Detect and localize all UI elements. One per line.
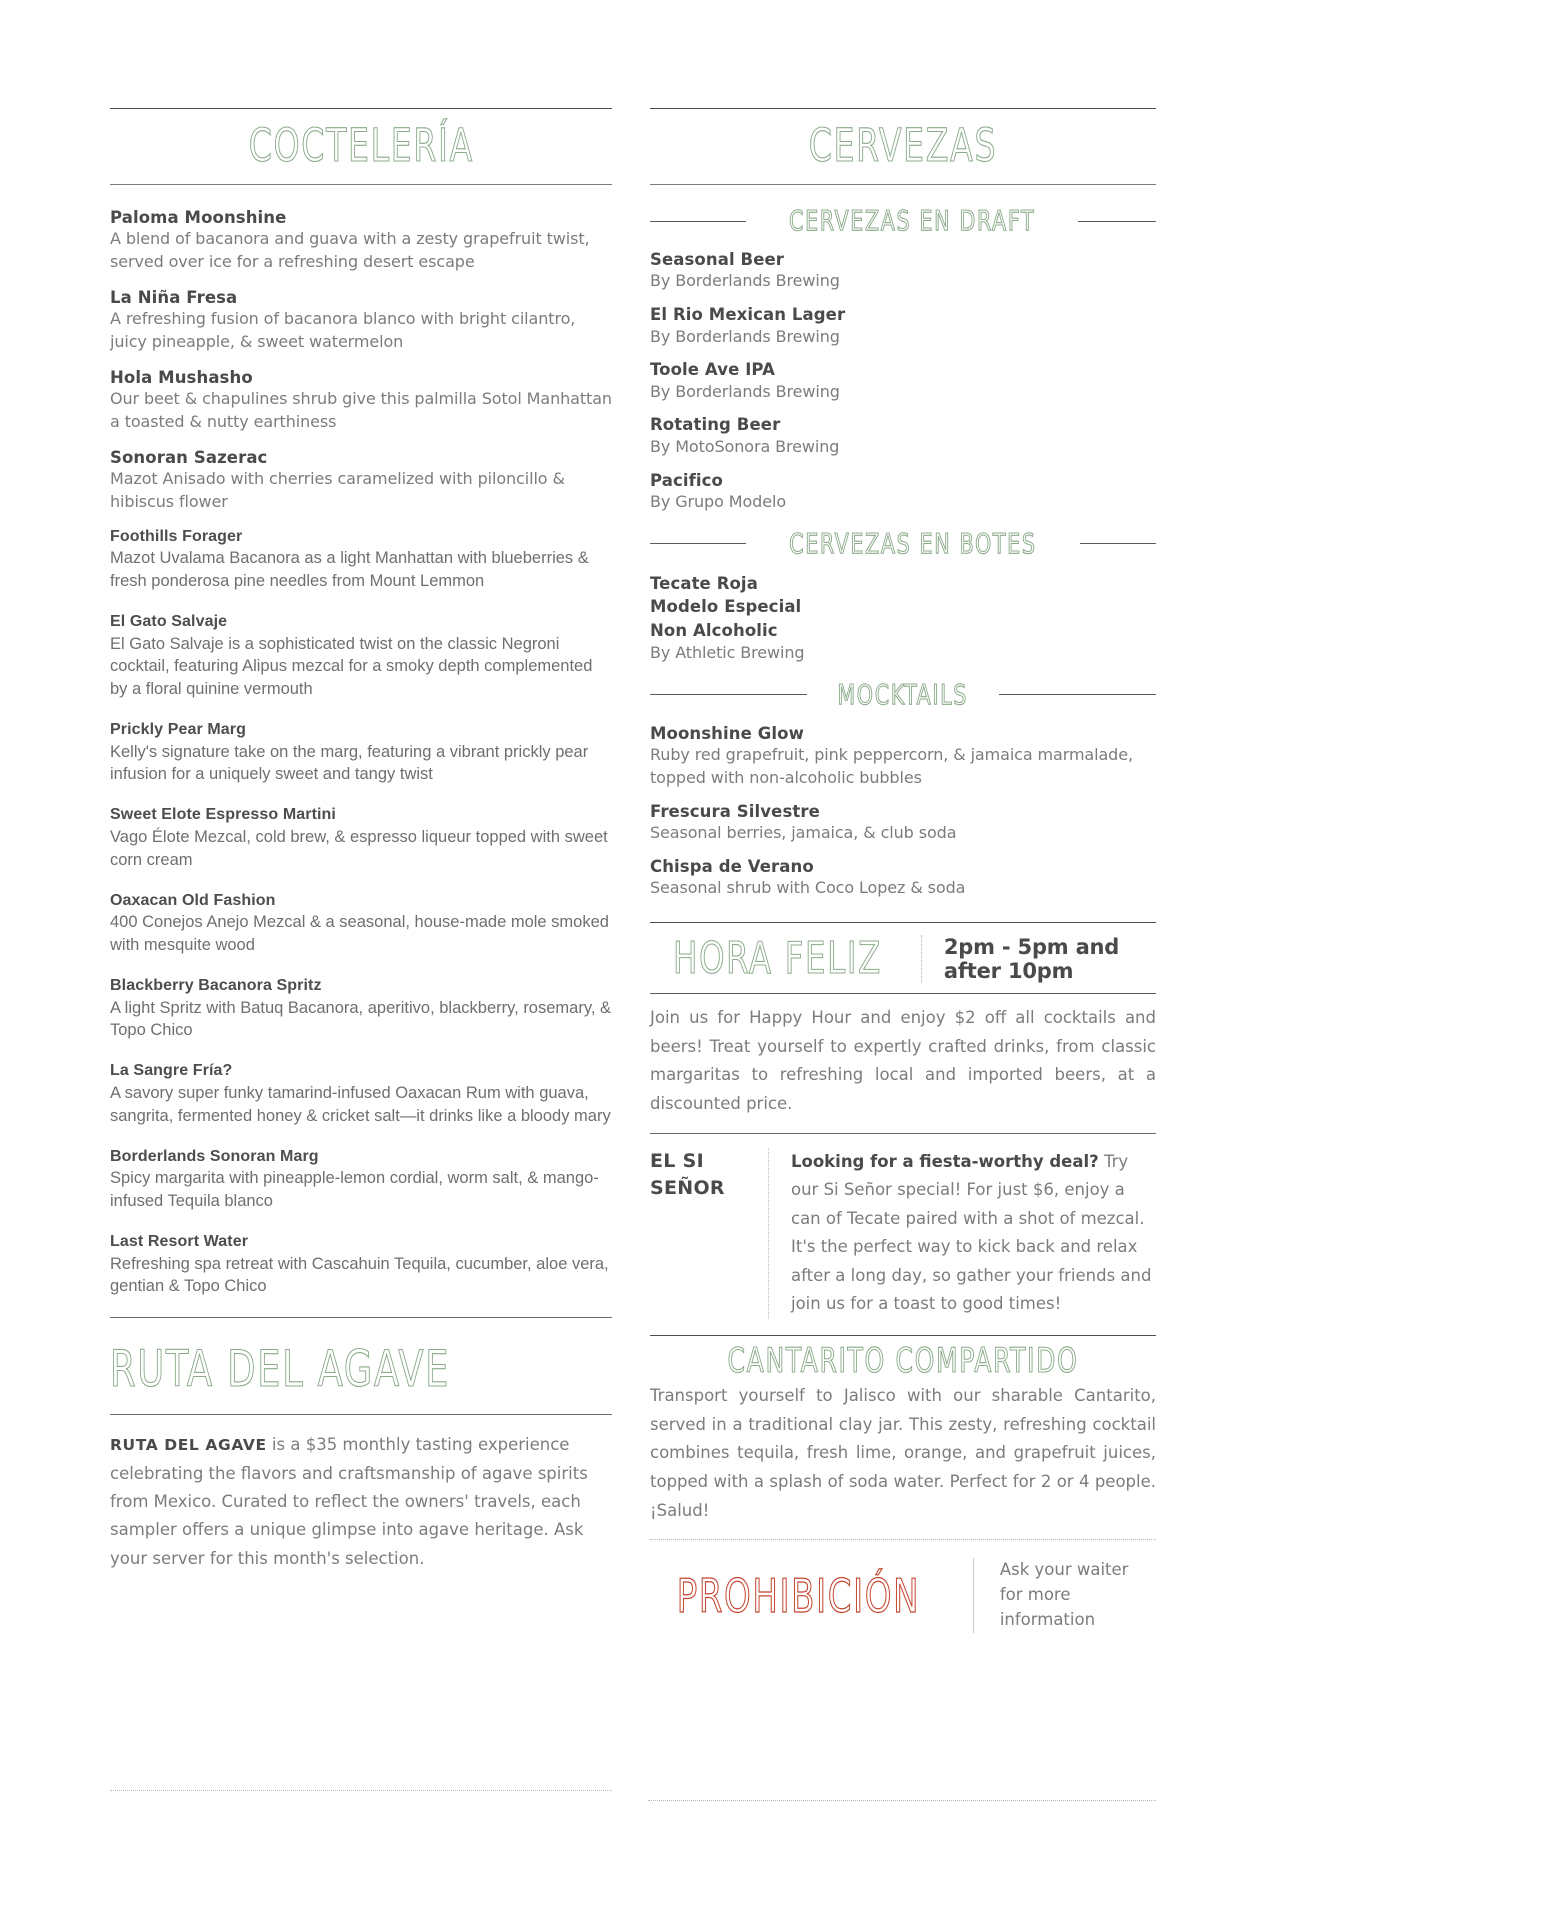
beer-name: Seasonal Beer xyxy=(650,250,785,269)
can-item xyxy=(650,595,1156,618)
cantarito-compartido-title: CANTARITO COMPARTIDO xyxy=(727,1340,1079,1381)
item-description: 400 Conejos Anejo Mezcal & a seasonal, house-made mole smoked with mesquite wood xyxy=(110,913,609,955)
mocktail-description: Seasonal berries, jamaica, & club soda xyxy=(650,823,957,843)
rule-right xyxy=(1078,221,1156,222)
menu-item xyxy=(110,891,612,957)
beer-name: Rotating Beer xyxy=(650,415,781,435)
item-name: Sonoran Sazerac xyxy=(110,447,268,467)
mocktail-item xyxy=(650,723,1156,790)
mocktail-item xyxy=(650,856,1156,900)
beer-brewery: By MotoSonora Brewing xyxy=(650,436,840,456)
cantarito-title-wrap xyxy=(650,1340,1156,1381)
rule-right xyxy=(999,694,1156,695)
ruta-del-agave-section xyxy=(110,1317,612,1573)
beer-brewery: By Grupo Modelo xyxy=(650,492,787,512)
item-description: Vago Élote Mezcal, cold brew, & espresso liqueur topped with sweet corn cream xyxy=(110,828,608,869)
item-name: Blackberry Bacanora Spritz xyxy=(110,976,322,994)
mocktail-description: Ruby red grapefruit, pink peppercorn, & jamaica marmalade, topped with non-alcoholic bubbles xyxy=(650,745,1133,787)
footer-dotted-rule xyxy=(648,1800,1156,1801)
cocktail-list-primary xyxy=(110,207,612,514)
mocktails-title: MOCKTAILS xyxy=(837,677,969,711)
item-name: El Gato Salvaje xyxy=(110,612,228,630)
item-name: Borderlands Sonoran Marg xyxy=(110,1147,319,1165)
menu-item xyxy=(110,287,612,354)
ruta-del-agave-title: RUTA DEL AGAVE xyxy=(110,1340,451,1399)
hora-feliz-section xyxy=(650,922,1156,1119)
ruta-lead: RUTA DEL AGAVE xyxy=(110,1436,267,1455)
item-name: Oaxacan Old Fashion xyxy=(110,891,276,909)
mocktail-item xyxy=(650,801,1156,845)
can-brewery: By Athletic Brewing xyxy=(650,643,805,663)
beer-item xyxy=(650,304,1156,348)
beer-item xyxy=(650,359,1156,403)
can-name: Tecate Roja xyxy=(650,573,758,593)
cocteleria-title: COCTELERÍA xyxy=(248,119,474,172)
cocktail-list-secondary xyxy=(110,527,612,1299)
item-description: Our beet & chapulines shrub give this palmilla Sotol Manhattan a toasted & nutty earthiness xyxy=(110,389,612,431)
vertical-dotted-divider xyxy=(768,1148,769,1319)
menu-item xyxy=(110,612,612,701)
menu-item xyxy=(110,207,612,274)
item-description: Spicy margarita with pineapple-lemon cordial, worm salt, & mango-infused Tequila blanco xyxy=(110,1169,599,1211)
beer-name: El Rio Mexican Lager xyxy=(650,305,846,325)
hora-feliz-header-row xyxy=(650,923,1156,994)
menu-item xyxy=(110,367,612,434)
can-item xyxy=(650,572,1156,595)
cocktails-column xyxy=(110,108,612,1633)
menu-item xyxy=(110,805,612,871)
menu-page xyxy=(110,108,1156,1633)
beer-brewery: By Borderlands Brewing xyxy=(650,381,840,401)
cervezas-en-botes-header xyxy=(650,526,1156,560)
rule-right xyxy=(1080,543,1156,544)
beer-name: Pacifico xyxy=(650,470,723,490)
item-description: A light Spritz with Batuq Bacanora, aperitivo, blackberry, rosemary, & Topo Chico xyxy=(110,998,612,1040)
draft-beer-list xyxy=(650,249,1156,514)
item-description: A blend of bacanora and guava with a zesty grapefruit twist, served over ice for a refreshing desert escape xyxy=(110,229,590,272)
item-name: Paloma Moonshine xyxy=(110,208,287,227)
cervezas-en-draft-title: CERVEZAS EN DRAFT xyxy=(789,204,1036,237)
can-name: Non Alcoholic xyxy=(650,620,778,640)
item-name: La Sangre Fría? xyxy=(110,1062,233,1080)
el-si-senor-body-text: Try our Si Señor special! For just $6, enjoy a can of Tecate paired with a shot of mezcal. It's the perfect way to kick back and relax after a long day, so gather your friends and join us for a toast to good times! xyxy=(791,1151,1152,1314)
item-name: Sweet Elote Espresso Martini xyxy=(110,806,336,824)
item-description: Kelly's signature take on the marg, featuring a vibrant prickly pear infusion for a uniquely sweet and tangy twist xyxy=(110,742,589,784)
prohibicion-logo xyxy=(650,1568,947,1623)
item-name: Foothills Forager xyxy=(110,527,243,545)
hora-feliz-description: Join us for Happy Hour and enjoy $2 off all cocktails and beers! Treat yourself to expertly crafted drinks, from classic margaritas to refreshing local and imported beers, at a discounted price. xyxy=(650,1007,1156,1114)
cantarito-section xyxy=(650,1335,1156,1526)
item-name: Hola Mushasho xyxy=(110,367,253,387)
menu-item xyxy=(110,976,612,1042)
footer-dotted-rule-left xyxy=(110,1790,612,1791)
cervezas-title: CERVEZAS xyxy=(808,119,998,172)
item-description: El Gato Salvaje is a sophisticated twist on the classic Negroni cocktail, featuring Alipus mezcal for a smoky depth complemented by a floral quinine vermouth xyxy=(110,634,593,699)
can-item xyxy=(650,619,1156,665)
cervezas-en-draft-header xyxy=(650,204,1156,237)
el-si-senor-lead: Looking for a fiesta-worthy deal? xyxy=(791,1151,1099,1171)
prohibicion-title: PROHIBICIÓN xyxy=(676,1568,921,1623)
item-name: La Niña Fresa xyxy=(110,287,238,307)
mocktails-header xyxy=(650,677,1156,711)
cervezas-column xyxy=(650,108,1156,1633)
rule-left xyxy=(650,221,746,222)
canned-beer-list xyxy=(650,572,1156,665)
ruta-title-wrap xyxy=(110,1340,612,1399)
prohibicion-note: Ask your waiter for more information xyxy=(999,1560,1129,1629)
cervezas-en-botes-title: CERVEZAS EN BOTES xyxy=(789,526,1037,560)
mocktail-name: Moonshine Glow xyxy=(650,723,804,743)
hora-feliz-time: 2pm - 5pm and after 10pm xyxy=(943,934,1120,983)
can-name: Modelo Especial xyxy=(650,597,802,617)
beer-name: Toole Ave IPA xyxy=(650,360,775,380)
menu-item xyxy=(110,527,612,593)
item-name: Prickly Pear Marg xyxy=(110,720,246,738)
item-description: A refreshing fusion of bacanora blanco with bright cilantro, juicy pineapple, & sweet watermelon xyxy=(110,309,576,352)
ruta-body-text: is a $35 monthly tasting experience celebrating the flavors and craftsmanship of agave spirits from Mexico. Curated to reflect the owners' travels, each sampler offers a unique glimpse into agave heritage. Ask your server for this month's selection. xyxy=(110,1435,588,1568)
ruta-description xyxy=(110,1431,612,1573)
hora-feliz-title: HORA FELIZ xyxy=(672,932,882,984)
cantarito-description: Transport yourself to Jalisco with our sharable Cantarito, served in a traditional clay jar. This zesty, refreshing cocktail combines tequila, fresh lime, orange, and grapefruit juices, topped with a splash of soda water. Perfect for 2 or 4 people. ¡Salud! xyxy=(650,1385,1156,1520)
el-si-senor-section xyxy=(650,1133,1156,1319)
menu-item xyxy=(110,1147,612,1213)
beer-item xyxy=(650,470,1156,514)
mocktail-name: Frescura Silvestre xyxy=(650,801,820,821)
vertical-divider xyxy=(973,1558,974,1632)
rule-left xyxy=(650,543,746,544)
beer-brewery: By Borderlands Brewing xyxy=(650,326,840,346)
menu-item xyxy=(110,720,612,786)
menu-item xyxy=(110,1061,612,1127)
mocktail-list xyxy=(650,723,1156,900)
rule-left xyxy=(650,694,807,695)
cervezas-section-header xyxy=(650,108,1156,185)
ruta-divider xyxy=(110,1414,612,1415)
prohibicion-section xyxy=(650,1539,1156,1632)
mocktail-name: Chispa de Verano xyxy=(650,856,814,876)
item-description: Mazot Uvalama Bacanora as a light Manhattan with blueberries & fresh ponderosa pine needles from Mount Lemmon xyxy=(110,549,589,591)
beer-item xyxy=(650,249,1156,293)
item-description: A savory super funky tamarind-infused Oaxacan Rum with guava, sangrita, fermented honey & cricket salt—it drinks like a bloody mary xyxy=(110,1084,611,1125)
beer-item xyxy=(650,414,1156,458)
cocteleria-section-header xyxy=(110,108,612,185)
item-description: Mazot Anisado with cherries caramelized with piloncillo & hibiscus flower xyxy=(110,469,565,511)
mocktail-description: Seasonal shrub with Coco Lopez & soda xyxy=(650,878,966,898)
vertical-dotted-divider xyxy=(921,935,922,983)
el-si-senor-description xyxy=(791,1148,1156,1319)
item-name: Last Resort Water xyxy=(110,1232,249,1250)
menu-item xyxy=(110,447,612,514)
item-description: Refreshing spa retreat with Cascahuin Tequila, cucumber, aloe vera, gentian & Topo Chico xyxy=(110,1254,609,1296)
menu-item xyxy=(110,1232,612,1298)
beer-brewery: By Borderlands Brewing xyxy=(650,271,840,291)
el-si-senor-label: EL SI SEÑOR xyxy=(650,1149,725,1200)
